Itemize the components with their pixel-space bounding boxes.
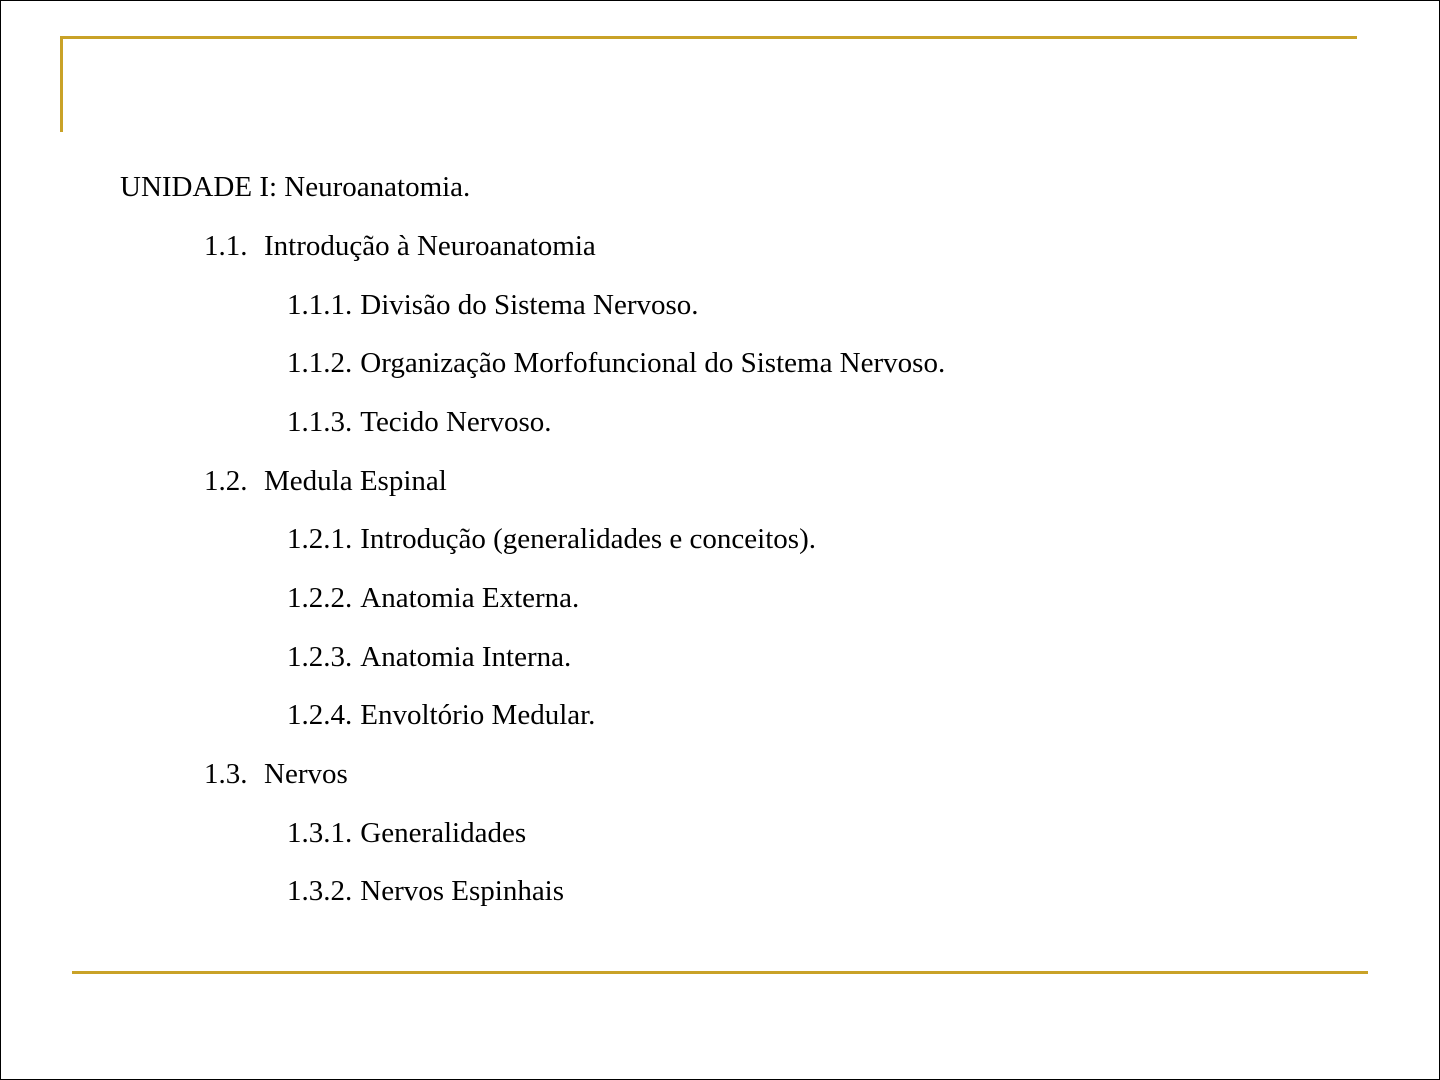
outline-number: 1.3. — [204, 758, 248, 790]
outline-item-1-2-2 — [287, 581, 579, 615]
left-accent-rule — [60, 36, 63, 132]
bottom-accent-rule — [72, 971, 1368, 974]
outline-item-1-1 — [204, 229, 596, 263]
outline-item-1-1-1 — [287, 288, 699, 322]
outline-number: 1.1.2. — [287, 347, 353, 379]
outline-number: 1.3.2. — [287, 875, 353, 907]
outline-item-1-3-1 — [287, 816, 526, 850]
outline-label: Generalidades — [360, 817, 527, 849]
outline-item-1-3 — [204, 757, 348, 791]
outline-label: Nervos Espinhais — [360, 875, 565, 907]
outline-number: 1.2.1. — [287, 523, 353, 555]
outline-label: Nervos — [264, 758, 348, 790]
outline-number: 1.1.3. — [287, 406, 353, 438]
outline-number: 1.1.1. — [287, 289, 353, 321]
outline-item-1-3-2 — [287, 874, 564, 908]
outline-item-1-2-1 — [287, 522, 816, 556]
top-accent-rule — [60, 36, 1357, 39]
outline-label: Introdução à Neuroanatomia — [264, 230, 596, 262]
outline-label: Organização Morfofuncional do Sistema Nervoso. — [360, 347, 946, 379]
outline-item-1-2-4 — [287, 698, 595, 732]
outline-item-1-1-3 — [287, 405, 552, 439]
outline-label: Envoltório Medular. — [360, 699, 596, 731]
outline-number: 1.3.1. — [287, 817, 353, 849]
outline-number: 1.2.3. — [287, 641, 353, 673]
outline-label: Tecido Nervoso. — [360, 406, 552, 438]
outline-label: Introdução (generalidades e conceitos). — [360, 523, 816, 555]
outline-label: Anatomia Interna. — [360, 641, 572, 673]
outline-number: 1.1. — [204, 230, 248, 262]
outline-label: Medula Espinal — [264, 465, 447, 497]
unit-heading: UNIDADE I: Neuroanatomia. — [120, 171, 471, 203]
outline-number: 1.2.4. — [287, 699, 353, 731]
outline-item-1-1-2 — [287, 346, 945, 380]
outline-label: Divisão do Sistema Nervoso. — [360, 289, 699, 321]
outline-label: Anatomia Externa. — [360, 582, 580, 614]
outline-number: 1.2.2. — [287, 582, 353, 614]
outline-number: 1.2. — [204, 465, 248, 497]
outline-item-1-2-3 — [287, 640, 571, 674]
outline-item-1-2 — [204, 464, 447, 498]
